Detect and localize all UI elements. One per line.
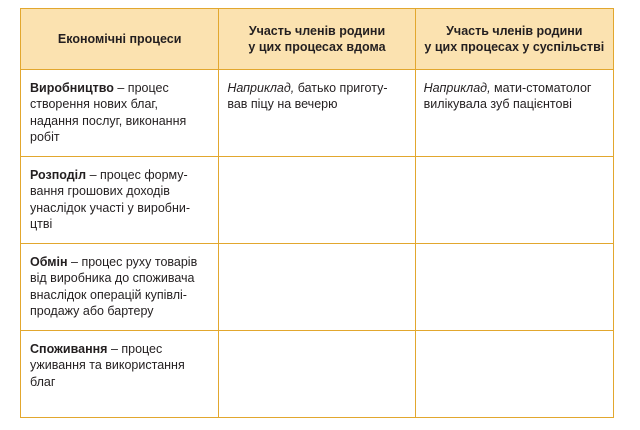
society-example-cell[interactable] [415, 157, 613, 244]
process-definition: – процес руху товарів від виробника до споживача внаслідок операцій купівлі- продажу або бартеру [30, 255, 198, 319]
header-label: Участь членів родини у цих процесах вдома [248, 24, 386, 54]
process-term: Обмін [30, 255, 68, 269]
process-term: Виробництво [30, 81, 114, 95]
process-cell [21, 244, 219, 331]
process-definition: – процес створення нових благ, надання послуг, виконання робіт [30, 81, 187, 145]
table-row [21, 244, 614, 331]
table-row [21, 157, 614, 244]
process-term: Споживання [30, 342, 108, 356]
header-economic-processes [21, 9, 219, 70]
header-row [21, 9, 614, 70]
home-example-cell[interactable] [219, 157, 415, 244]
process-term: Розподіл [30, 168, 87, 182]
society-example-cell[interactable] [415, 70, 613, 157]
header-society-participation [415, 9, 613, 70]
society-example-cell[interactable] [415, 331, 613, 418]
example-text: мати-стоматолог вилікувала зуб пацієнтові [423, 81, 592, 112]
header-label: Участь членів родини у цих процесах у суспільстві [424, 24, 605, 54]
table-row [21, 70, 614, 157]
society-example-cell[interactable] [415, 244, 613, 331]
process-definition: – процес форму- вання грошових доходів унаслідок участі у виробни- цтві [30, 168, 191, 232]
example-lead: Наприклад, [423, 81, 491, 95]
example-lead: Наприклад, [227, 81, 295, 95]
process-cell [21, 70, 219, 157]
header-home-participation [219, 9, 415, 70]
home-example-cell[interactable] [219, 331, 415, 418]
process-cell [21, 331, 219, 418]
header-label: Економічні процеси [57, 32, 182, 46]
table-row [21, 331, 614, 418]
process-definition: – процес уживання та використання благ [30, 342, 185, 389]
economic-processes-table [20, 8, 614, 418]
home-example-cell[interactable] [219, 70, 415, 157]
home-example-cell[interactable] [219, 244, 415, 331]
process-cell [21, 157, 219, 244]
example-text: батько приготу- вав піцу на вечерю [227, 81, 388, 112]
